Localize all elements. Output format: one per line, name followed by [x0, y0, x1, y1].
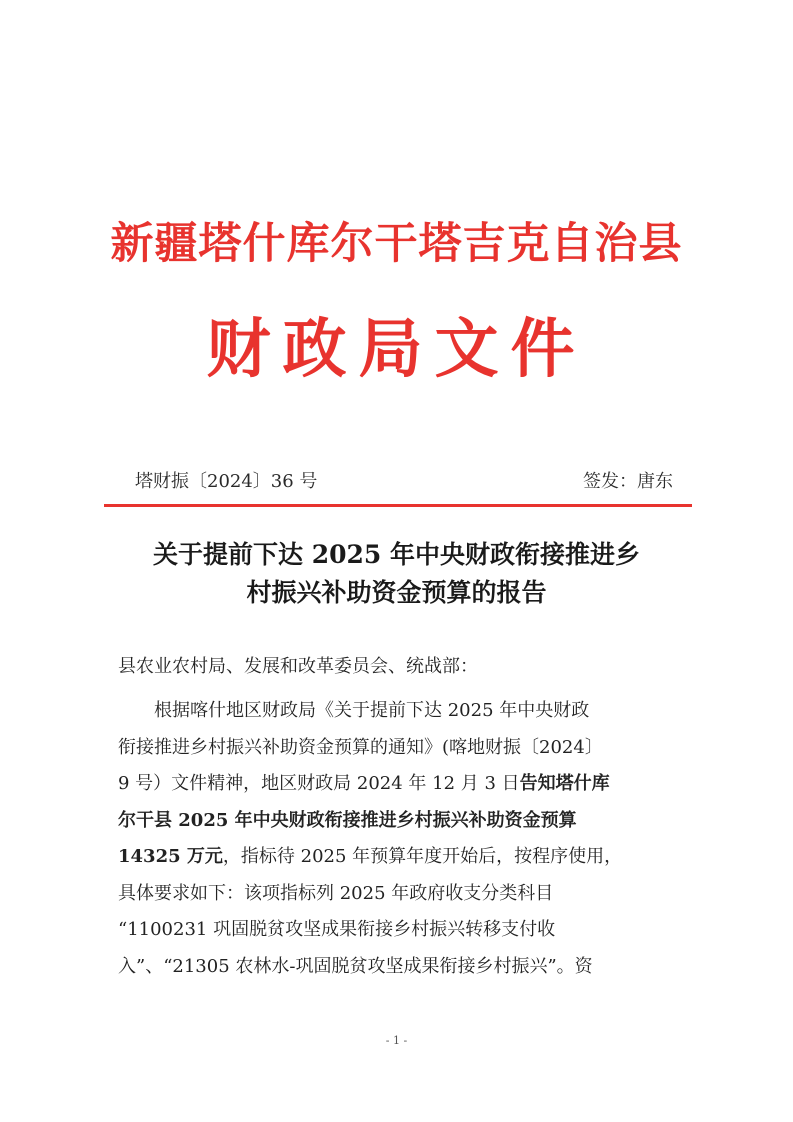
document-type-header: 财政局文件	[206, 312, 587, 387]
document-number: 塔财振〔2024〕36 号	[135, 471, 318, 492]
signer: 签发：唐东	[583, 471, 673, 492]
red-divider-line	[104, 504, 692, 507]
body-line-6: 具体要求如下：该项指标列 2025 年政府收支分类科目	[118, 882, 554, 904]
salutation: 县农业农村局、发展和改革委员会、统战部：	[118, 656, 478, 677]
issuer-name-header: 新疆塔什库尔干塔吉克自治县	[110, 219, 683, 269]
body-line-2: 衔接推进乡村振兴补助资金预算的通知》(喀地财振〔2024〕	[118, 736, 603, 758]
body-line-3-text: 9 号）文件精神，地区财政局 2024 年 12 月 3 日	[118, 773, 520, 794]
body-line-3-bold: 告知塔什库	[519, 773, 610, 794]
body-line-5-amount: 14325 万元	[118, 846, 223, 867]
body-paragraph	[118, 693, 678, 985]
body-line-8: 入”、“21305 农林水-巩固脱贫攻坚成果衔接乡村振兴”。资	[118, 955, 593, 977]
body-line-4: 尔干县 2025 年中央财政衔接推进乡村振兴补助资金预算	[118, 809, 577, 831]
body-line-3	[118, 766, 678, 803]
body-line-1: 根据喀什地区财政局《关于提前下达 2025 年中央财政	[154, 700, 590, 721]
body-line-7: “1100231 巩固脱贫攻坚成果衔接乡村振兴转移支付收	[118, 919, 556, 940]
document-title	[80, 536, 713, 612]
body-line-5-text: ，指标待 2025 年预算年度开始后，按程序使用，	[222, 846, 623, 867]
document-title-line-1: 关于提前下达 2025 年中央财政衔接推进乡	[153, 540, 640, 569]
body-line-5	[118, 839, 678, 876]
document-title-line-2: 村振兴补助资金预算的报告	[246, 578, 547, 607]
page-number: - 1 -	[385, 1034, 408, 1047]
